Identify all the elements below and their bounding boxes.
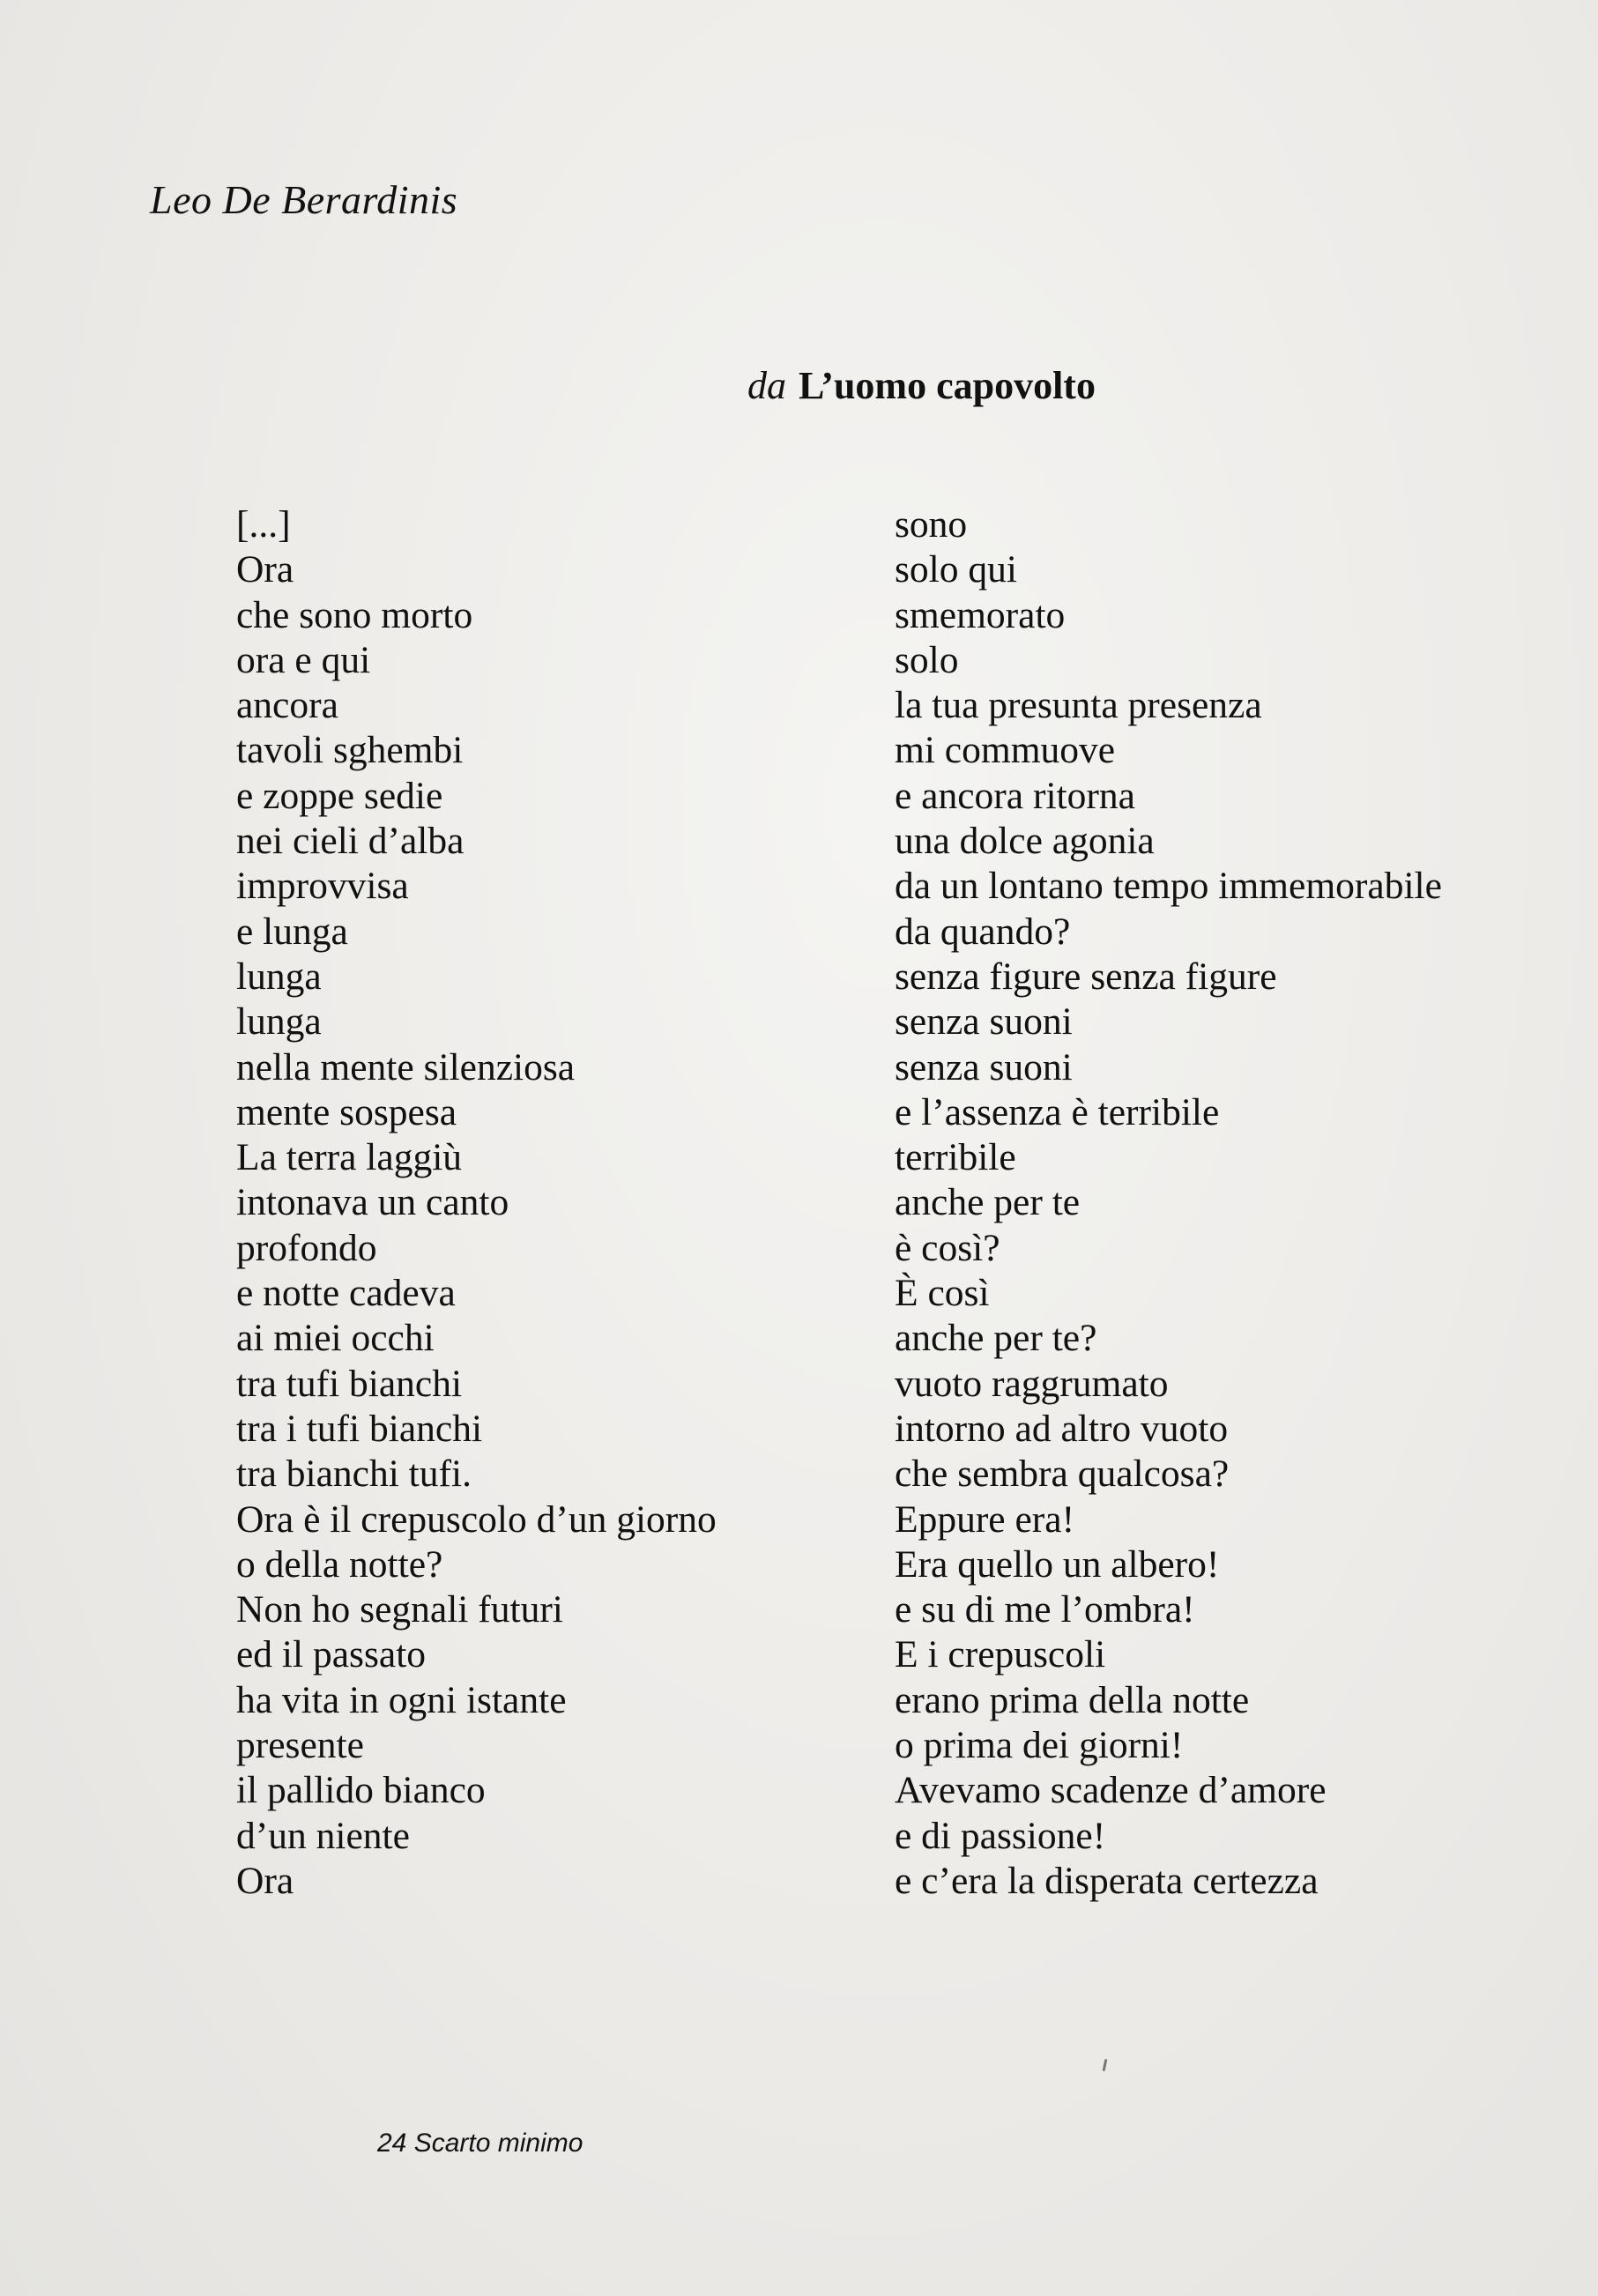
poem-line: tra tufi bianchi bbox=[236, 1362, 463, 1405]
poem-line: Ora bbox=[236, 548, 294, 591]
poem-line: intonava un canto bbox=[236, 1181, 509, 1224]
poem-line: Avevamo scadenze d’amore bbox=[895, 1769, 1327, 1812]
poem-line: mi commuove bbox=[895, 729, 1116, 772]
poem-line: smemorato bbox=[895, 593, 1066, 636]
poem-line: senza suoni bbox=[895, 1045, 1073, 1089]
poem-line: Non ho segnali futuri bbox=[236, 1588, 563, 1631]
poem-line: e c’era la disperata certezza bbox=[895, 1859, 1319, 1902]
poem-line: ai miei occhi bbox=[236, 1317, 435, 1360]
poem-line: ed il passato bbox=[236, 1633, 427, 1676]
poem-line: tra bianchi tufi. bbox=[236, 1453, 472, 1496]
poem-line: che sembra qualcosa? bbox=[895, 1453, 1230, 1496]
poem-line: lunga bbox=[236, 955, 322, 998]
poem-line: anche per te bbox=[895, 1181, 1081, 1224]
poem-line: improvvisa bbox=[236, 865, 409, 908]
poem-line: vuoto raggrumato bbox=[895, 1362, 1169, 1405]
poem-line: e di passione! bbox=[895, 1814, 1106, 1857]
poem-line: senza figure senza figure bbox=[895, 955, 1277, 998]
poem-line: e notte cadeva bbox=[236, 1272, 456, 1315]
poem-line: profondo bbox=[236, 1226, 377, 1269]
poem-line: intorno ad altro vuoto bbox=[895, 1407, 1229, 1450]
poem-line: [...] bbox=[236, 503, 291, 546]
poem-line: tavoli sghembi bbox=[236, 729, 464, 772]
poem-line: La terra laggiù bbox=[236, 1136, 463, 1179]
poem-line: Era quello un albero! bbox=[895, 1542, 1220, 1586]
work-title: L’uomo capovolto bbox=[799, 364, 1096, 407]
poem-line: tra i tufi bianchi bbox=[236, 1407, 483, 1450]
poem-line: il pallido bianco bbox=[236, 1769, 486, 1812]
poem-line: e zoppe sedie bbox=[236, 774, 443, 817]
poem-line: o della notte? bbox=[236, 1542, 443, 1586]
poem-heading bbox=[747, 363, 1096, 408]
poem-line: ancora bbox=[236, 684, 338, 727]
poem-line: da un lontano tempo immemorabile bbox=[895, 865, 1442, 908]
poem-line: ora e qui bbox=[236, 638, 371, 681]
poem-left-column bbox=[236, 502, 717, 1904]
poem-line: nella mente silenziosa bbox=[236, 1045, 576, 1089]
poem-line: d’un niente bbox=[236, 1814, 410, 1857]
poem-line: ha vita in ogni istante bbox=[236, 1678, 567, 1721]
poem-line: mente sospesa bbox=[236, 1090, 457, 1133]
poem-line: è così? bbox=[895, 1226, 1000, 1269]
poem-line: una dolce agonia bbox=[895, 820, 1155, 863]
poem-line: È così bbox=[895, 1272, 990, 1315]
heading-prefix: da bbox=[747, 364, 786, 407]
poem-line: o prima dei giorni! bbox=[895, 1724, 1184, 1767]
poem-line: e su di me l’ombra! bbox=[895, 1588, 1195, 1631]
poem-line: erano prima della notte bbox=[895, 1678, 1250, 1721]
poem-line: senza suoni bbox=[895, 1000, 1073, 1044]
poem-line: sono bbox=[895, 503, 968, 546]
poem-line: presente bbox=[236, 1724, 364, 1767]
poem-line: solo bbox=[895, 638, 959, 681]
poem-line: nei cieli d’alba bbox=[236, 820, 465, 863]
poem-line: solo qui bbox=[895, 548, 1017, 591]
poem-line: E i crepuscoli bbox=[895, 1633, 1106, 1676]
poem-right-column bbox=[895, 502, 1442, 1904]
poem-line: terribile bbox=[895, 1136, 1016, 1179]
poem-line: e l’assenza è terribile bbox=[895, 1090, 1220, 1133]
poem-line: lunga bbox=[236, 1000, 322, 1044]
page-footer-folio: 24 Scarto minimo bbox=[377, 2129, 583, 2158]
poem-line: e ancora ritorna bbox=[895, 774, 1135, 817]
poem-line: Ora è il crepuscolo d’un giorno bbox=[236, 1497, 717, 1541]
poem-line: la tua presunta presenza bbox=[895, 684, 1262, 727]
paper-speck bbox=[1103, 2059, 1108, 2071]
author-name: Leo De Berardinis bbox=[150, 177, 458, 222]
poem-line: Eppure era! bbox=[895, 1497, 1075, 1541]
poem-line: che sono morto bbox=[236, 593, 473, 636]
poem-line: da quando? bbox=[895, 910, 1071, 953]
poem-line: anche per te? bbox=[895, 1317, 1097, 1360]
poem-line: e lunga bbox=[236, 910, 348, 953]
poem-line: Ora bbox=[236, 1859, 294, 1902]
